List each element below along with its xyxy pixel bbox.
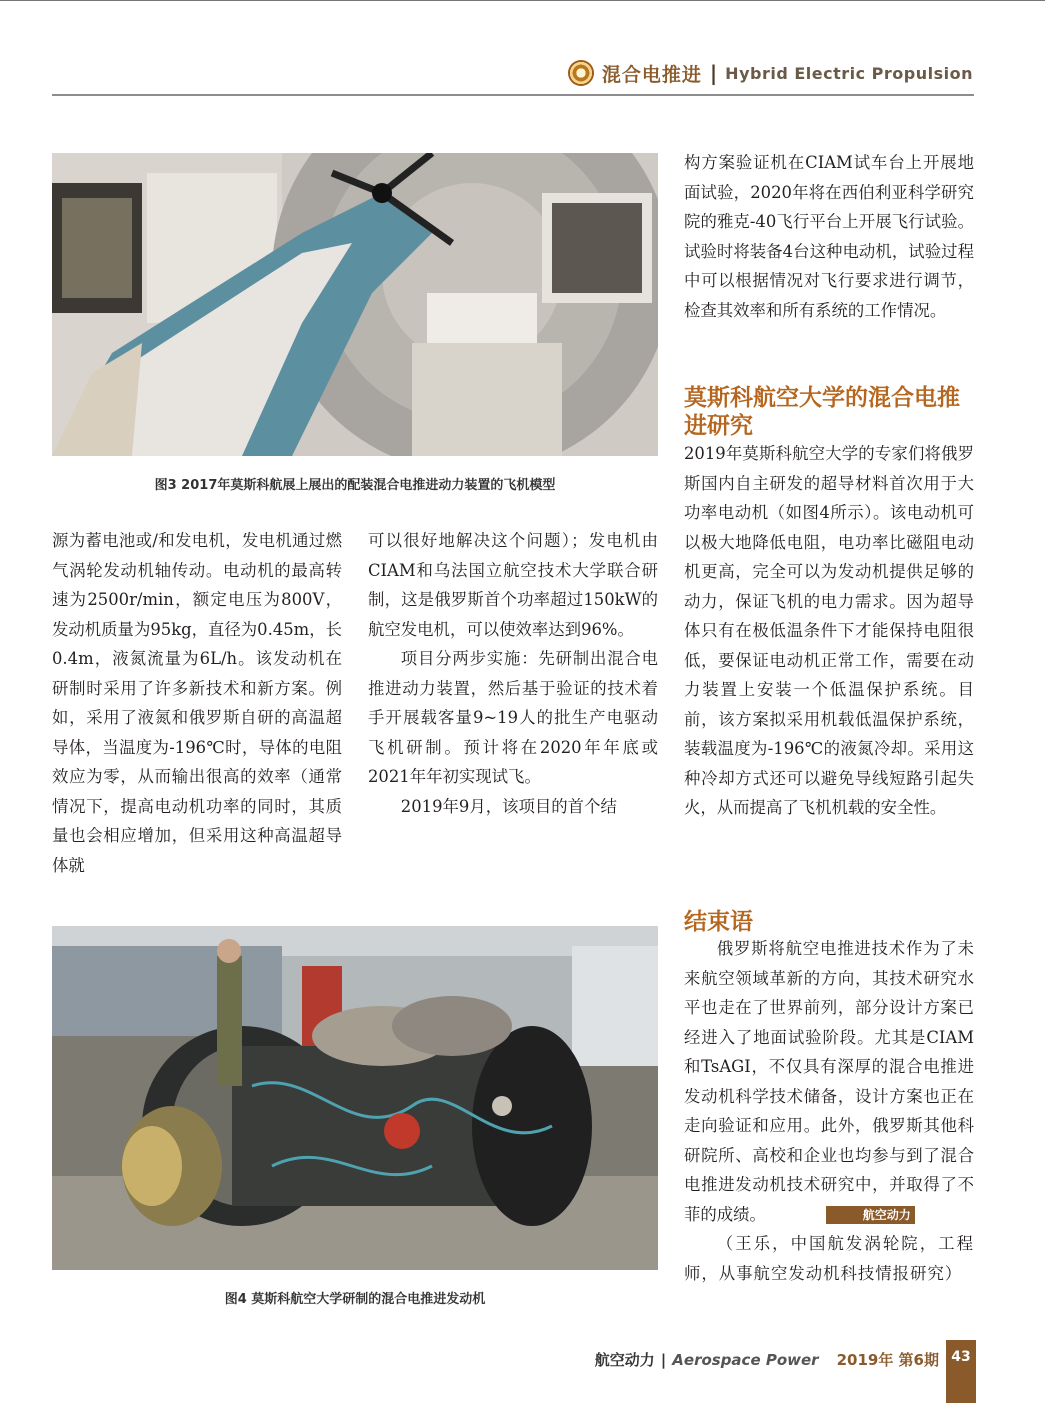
conclusion-text: 俄罗斯将航空电推进技术作为了未来航空领域革新的方向，其技术研究水平也走在了世界前列，部分设计方案已经进入了地面试验阶段。尤其是CIAM和TsAGI，不仅具有深厚的混合电推进发动机科学技术储备，设计方案也正在走向验证和应用。此外，俄罗斯其他科研院所、高校和企业也均参与到了混合电推进发动机技术研究中，并取得了不菲的成绩。 — [684, 939, 974, 1224]
author-note: （王乐，中国航发涡轮院，工程师，从事航空发动机科技情报研究） — [684, 1234, 974, 1283]
footer-journal-cn: 航空动力 — [594, 1351, 655, 1369]
page-footer — [595, 1349, 939, 1370]
figure3-photo — [52, 153, 658, 456]
header-rule — [52, 94, 974, 96]
body-paragraph: 可以很好地解决这个问题）；发电机由CIAM和乌法国立航空技术大学联合研制，这是俄罗斯首个功率超过150kW的航空发电机，可以使效率达到96%。 — [368, 531, 658, 639]
journal-logo-icon — [568, 60, 594, 86]
body-paragraph: 构方案验证机在CIAM试车台上开展地面试验，2020年将在西伯利亚科学研究院的雅克-40飞行平台上开展飞行试验。试验时将装备4台这种电动机，试验过程中可以根据情况对飞行要求进行调节，检查其效率和所有系统的工作情况。 — [684, 153, 974, 320]
footer-issue: 2019年 第6期 — [836, 1351, 939, 1369]
footer-journal-en: Aerospace Power — [672, 1351, 819, 1369]
body-paragraph: 项目分两步实施：先研制出混合电推进动力装置，然后基于验证的技术着手开展载客量9~19人的批生产电驱动飞机研制。预计将在2020年年底或2021年年初实现试飞。 — [368, 649, 658, 786]
middle-column — [368, 526, 658, 821]
section-heading-conclusion: 结束语 — [684, 909, 753, 935]
right-column-mid — [684, 439, 974, 823]
header-title-cn: 混合电推进 — [601, 63, 702, 86]
header-title-en: Hybrid Electric Propulsion — [725, 63, 973, 83]
header-separator: | — [709, 61, 718, 85]
right-column-top — [684, 148, 974, 325]
top-border-line — [0, 0, 1045, 1]
running-header — [568, 58, 973, 88]
end-mark-badge: 航空动力 — [826, 1206, 915, 1224]
left-column — [52, 526, 342, 880]
body-paragraph: 源为蓄电池或/和发电机，发电机通过燃气涡轮发动机轴传动。电动机的最高转速为2500r/min，额定电压为800V，发动机质量为95kg，直径为0.45m，长0.4m，液氮流量为6L/h。该发动机在研制时采用了许多新技术和新方案。例如，采用了液氮和俄罗斯自研的高温超导体，当温度为-196℃时，导体的电阻效应为零，从而输出很高的效率（通常情况下，提高电动机功率的同时，其质量也会相应增加，但采用这种高温超导体就 — [52, 531, 343, 875]
right-column-bottom — [684, 934, 974, 1288]
body-paragraph: 2019年9月，该项目的首个结 — [400, 796, 617, 816]
figure4-photo — [52, 926, 658, 1270]
body-paragraph: 2019年莫斯科航空大学的专家们将俄罗斯国内自主研发的超导材料首次用于大功率电动机（如图4所示）。该电动机可以极大地降低电阻，电功率比磁阻电动机更高，完全可以为发动机提供足够的动力，保证飞机的电力需求。因为超导体只有在极低温条件下才能保持电阻很低，要保证电动机正常工作，需要在动力装置上安装一个低温保护系统。目前，该方案拟采用机载低温保护系统，装载温度为-196℃的液氮冷却。采用这种冷却方式还可以避免导线短路引起失火，从而提高了飞机机载的安全性。 — [684, 444, 974, 817]
page-number: 43 — [951, 1349, 971, 1365]
figure3-caption: 图3 2017年莫斯科航展上展出的配装混合电推进动力装置的飞机模型 — [154, 478, 556, 493]
body-paragraph — [684, 934, 974, 1229]
section-heading-mai: 莫斯科航空大学的混合电推进研究 — [684, 385, 960, 439]
footer-separator: | — [660, 1351, 667, 1369]
figure4-caption: 图4 莫斯科航空大学研制的混合电推进发动机 — [224, 1292, 486, 1307]
